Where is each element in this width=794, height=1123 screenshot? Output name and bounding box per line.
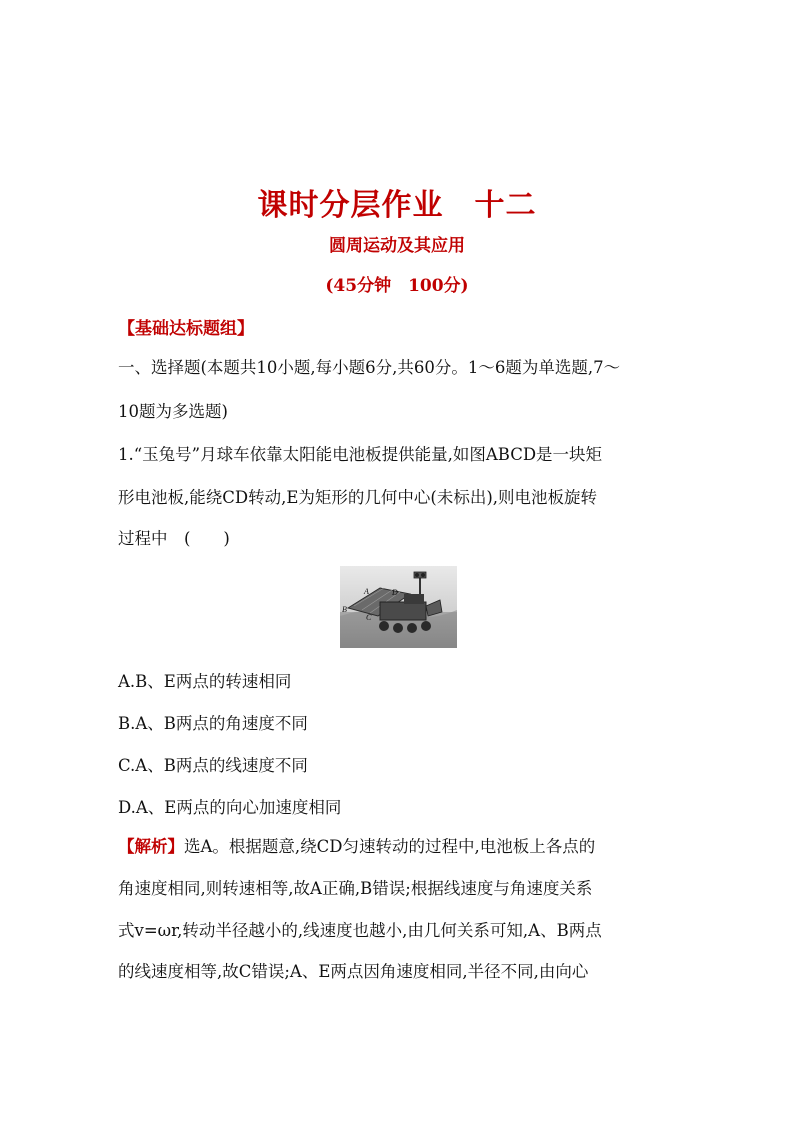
analysis-line-3: 式v=ωr,转动半径越小的,线速度也越小,由几何关系可知,A、B两点 (118, 921, 602, 940)
option-d: D.A、E两点的向心加速度相同 (118, 798, 342, 817)
instructions-line-1: 一、选择题(本题共10小题,每小题6分,共60分。1～6题为单选题,7～ (118, 358, 621, 377)
instructions-line-2: 10题为多选题) (118, 402, 228, 421)
wheel (393, 623, 403, 633)
analysis-line-1 (118, 833, 595, 857)
page-subtitle: 圆周运动及其应用 (329, 236, 465, 256)
option-c: C.A、B两点的线速度不同 (118, 756, 308, 775)
option-a: A.B、E两点的转速相同 (118, 672, 292, 691)
figure-label-c: C (366, 613, 372, 622)
wheel (407, 623, 417, 633)
wheel (379, 621, 389, 631)
analysis-line-1-text: 选A。根据题意,绕CD匀速转动的过程中,电池板上各点的 (184, 837, 596, 856)
analysis-label: 【解析】 (118, 837, 184, 856)
figure-label-a: A (364, 587, 369, 596)
analysis-line-2: 角速度相同,则转速相等,故A正确,B错误;根据线速度与角速度关系 (118, 879, 593, 898)
question-1-line-3: 过程中 ( ) (118, 529, 230, 548)
time-score: (45分钟 100分) (325, 276, 469, 296)
wheel (421, 621, 431, 631)
rover-deck (404, 594, 424, 604)
camera-lens (415, 573, 419, 577)
lunar-rover-image (340, 566, 457, 648)
page-title: 课时分层作业 十二 (257, 188, 537, 223)
figure-label-b: B (342, 605, 347, 614)
section-label: 【基础达标题组】 (118, 319, 254, 339)
camera-lens (421, 573, 425, 577)
analysis-line-4: 的线速度相等,故C错误;A、E两点因角速度相同,半径不同,由向心 (118, 962, 589, 981)
option-b: B.A、B两点的角速度不同 (118, 714, 308, 733)
rover-body (380, 602, 426, 620)
question-1-line-2: 形电池板,能绕CD转动,E为矩形的几何中心(未标出),则电池板旋转 (118, 488, 598, 507)
figure-label-d: D (392, 588, 398, 597)
lunar-rover-figure (340, 566, 457, 648)
question-1-line-1: 1.“玉兔号”月球车依靠太阳能电池板提供能量,如图ABCD是一块矩 (118, 445, 603, 464)
